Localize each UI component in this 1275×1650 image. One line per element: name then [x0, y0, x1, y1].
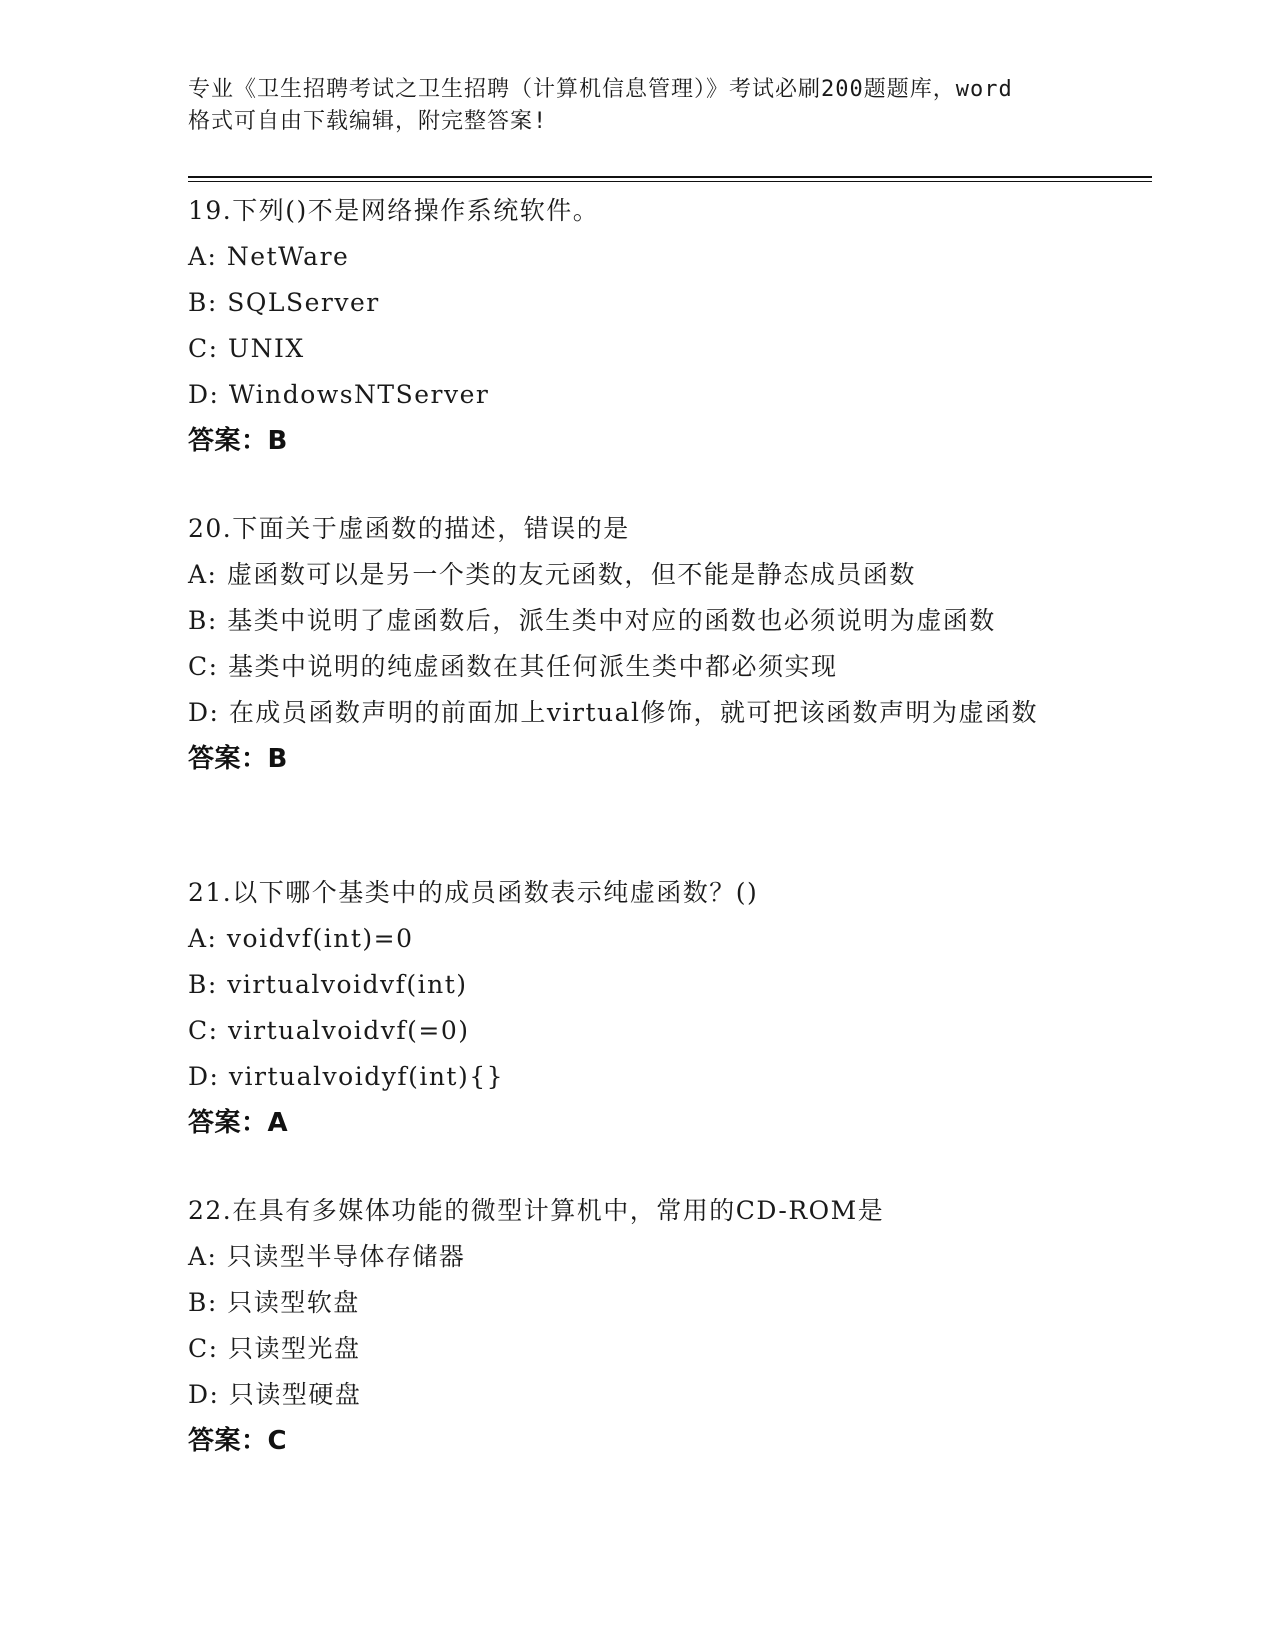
- question-block: [188, 506, 1088, 782]
- answer-value: B: [267, 744, 288, 774]
- option-d: D: WindowsNTServer: [188, 380, 490, 409]
- option-a: A: voidvf(int)=0: [188, 924, 414, 953]
- answer-line: [188, 418, 1088, 464]
- question-stem: 19.下列()不是网络操作系统软件。: [188, 196, 600, 225]
- option-a: A: NetWare: [188, 242, 350, 271]
- header-divider-thick: [188, 176, 1152, 178]
- document-header: [188, 74, 1108, 138]
- question-stem: 20.下面关于虚函数的描述，错误的是: [188, 514, 630, 543]
- question-block: [188, 188, 1088, 464]
- answer-value: A: [267, 1108, 289, 1138]
- option-d: D: 在成员函数声明的前面加上virtual修饰，就可把该函数声明为虚函数: [188, 698, 1039, 727]
- answer-label: 答案：: [188, 1426, 268, 1456]
- header-divider-thin: [188, 181, 1152, 182]
- answer-line: [188, 736, 1088, 782]
- option-d: D: 只读型硬盘: [188, 1380, 362, 1409]
- option-b: B: 只读型软盘: [188, 1288, 360, 1317]
- question-stem: 22.在具有多媒体功能的微型计算机中，常用的CD-ROM是: [188, 1196, 885, 1225]
- option-c: C: 基类中说明的纯虚函数在其任何派生类中都必须实现: [188, 652, 838, 681]
- option-c: C: UNIX: [188, 334, 305, 363]
- option-a: A: 虚函数可以是另一个类的友元函数，但不能是静态成员函数: [188, 560, 916, 589]
- question-block: [188, 1188, 1088, 1464]
- answer-line: [188, 1100, 1088, 1146]
- answer-label: 答案：: [188, 744, 268, 774]
- option-c: C: 只读型光盘: [188, 1334, 361, 1363]
- option-b: B: virtualvoidvf(int): [188, 970, 468, 999]
- answer-label: 答案：: [188, 1108, 268, 1138]
- answer-value: B: [267, 426, 288, 456]
- option-a: A: 只读型半导体存储器: [188, 1242, 466, 1271]
- header-line-1: 专业《卫生招聘考试之卫生招聘（计算机信息管理）》考试必刷200题题库，word: [188, 77, 1013, 102]
- answer-line: [188, 1418, 1088, 1464]
- option-d: D: virtualvoidyf(int){}: [188, 1062, 505, 1091]
- question-stem: 21.以下哪个基类中的成员函数表示纯虚函数？(): [188, 878, 759, 907]
- answer-label: 答案：: [188, 426, 268, 456]
- option-c: C: virtualvoidvf(=0): [188, 1016, 470, 1045]
- question-block: [188, 870, 1088, 1146]
- answer-value: C: [267, 1426, 288, 1456]
- option-b: B: SQLServer: [188, 288, 380, 317]
- option-b: B: 基类中说明了虚函数后，派生类中对应的函数也必须说明为虚函数: [188, 606, 996, 635]
- header-line-2: 格式可自由下载编辑，附完整答案!: [188, 109, 548, 134]
